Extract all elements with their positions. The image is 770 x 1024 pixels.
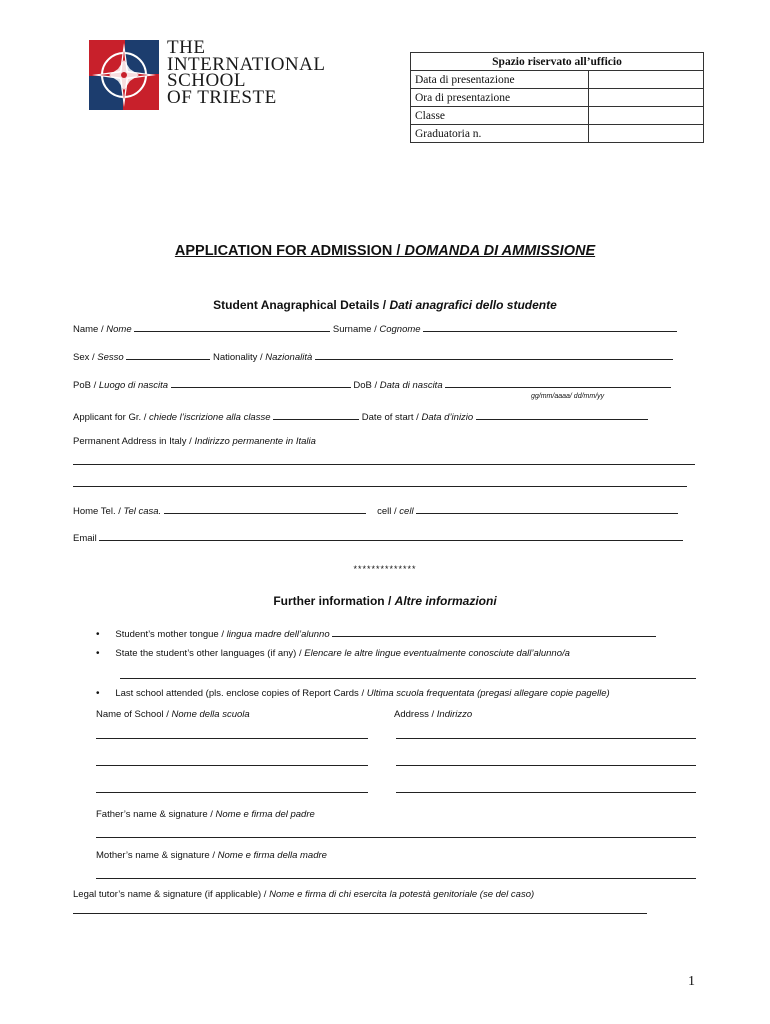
email-label: Email [73, 533, 97, 544]
compass-rose-icon [89, 40, 159, 110]
label-en: Home Tel. / [73, 506, 124, 517]
home-tel-label [73, 506, 161, 517]
mother-tongue-field[interactable] [332, 627, 656, 637]
section-title-english: Further information / [273, 594, 395, 608]
home-tel-field[interactable] [164, 504, 366, 514]
office-table-header: Spazio riservato all’ufficio [411, 53, 704, 71]
nationality-field[interactable] [315, 350, 673, 360]
label-it: Nazionalità [265, 352, 313, 363]
school-name-field[interactable] [96, 738, 368, 739]
nationality-label [213, 352, 312, 363]
label-en: Nationality / [212, 352, 266, 363]
page-number: 1 [688, 974, 695, 989]
address-label [73, 436, 316, 447]
student-section-title [0, 298, 770, 312]
label-it: Indirizzo permanente in Italia [194, 436, 316, 447]
title-italian: DOMANDA DI AMMISSIONE [404, 243, 596, 259]
tutor-signature-field[interactable] [73, 913, 647, 914]
label-it: Nome e firma di chi esercita la potestà genitoriale (se del caso) [269, 889, 535, 900]
father-signature-field[interactable] [96, 837, 696, 838]
label-it: Elencare le altre lingue eventualmente conosciute dall’alunno/a [304, 648, 570, 659]
tutor-label [73, 889, 696, 900]
title-english: APPLICATION FOR ADMISSION / [174, 243, 405, 259]
label-en: Permanent Address in Italy / [73, 436, 195, 447]
label-en: Student’s mother tongue / [115, 629, 227, 640]
dob-label [353, 380, 442, 391]
surname-label [333, 324, 421, 335]
label-en: PoB / [73, 380, 99, 391]
further-section-title [0, 594, 770, 608]
sex-label [73, 352, 124, 363]
email-field[interactable] [99, 531, 683, 541]
school-address-label [394, 709, 472, 720]
label-it: Nome [106, 324, 132, 335]
bullet-icon: • [96, 688, 100, 699]
office-row-label: Data di presentazione [411, 71, 589, 89]
bullet-icon: • [96, 648, 100, 659]
mother-signature-field[interactable] [96, 878, 696, 879]
start-label [362, 412, 473, 423]
label-it: Indirizzo [436, 709, 473, 720]
label-it: Nome della scuola [171, 709, 250, 720]
label-en: State the student’s other languages (if any) / [115, 648, 305, 659]
label-en: Address / [394, 709, 437, 720]
surname-field[interactable] [423, 322, 677, 332]
label-en: Sex / [73, 352, 98, 363]
office-row-field[interactable] [589, 107, 704, 125]
section-title-english: Student Anagraphical Details / [213, 298, 390, 312]
email-row [73, 531, 683, 544]
school-address-field[interactable] [396, 792, 696, 793]
label-it: Sesso [97, 352, 124, 363]
section-title-italian: Altre informazioni [394, 594, 497, 608]
label-it: Nome e firma del padre [215, 809, 315, 820]
label-it: Nome e firma della madre [217, 850, 327, 861]
label-it: Ultima scuola frequentata (pregasi allegare copie pagelle) [366, 688, 610, 699]
dob-format-hint: gg/mm/aaaa/ dd/mm/yy [531, 393, 605, 400]
office-row-field[interactable] [589, 71, 704, 89]
label-en: Name of School / [96, 709, 172, 720]
separator: ************** [353, 564, 417, 574]
label-en: Mother’s name & signature / [96, 850, 218, 861]
logo-line-1: THE [167, 37, 206, 58]
other-languages-field[interactable] [120, 678, 696, 679]
office-row-field[interactable] [589, 125, 704, 143]
pob-label [73, 380, 168, 391]
other-languages-row [96, 648, 570, 659]
label-it: chiede l’iscrizione alla classe [149, 412, 271, 423]
cell-label [377, 506, 413, 517]
pob-field[interactable] [171, 378, 351, 388]
label-it: Data d’inizio [421, 412, 474, 423]
label-en: DoB / [353, 380, 380, 391]
page-title [0, 243, 770, 259]
label-en: Last school attended (pls. enclose copies of Report Cards / [115, 688, 367, 699]
school-address-field[interactable] [396, 738, 696, 739]
phone-row [73, 504, 678, 517]
logo-line-2: INTERNATIONAL [167, 53, 326, 75]
label-it: Cognome [379, 324, 421, 335]
cell-field[interactable] [416, 504, 678, 514]
section-title-italian: Dati anagrafici dello studente [389, 298, 557, 312]
label-en: Legal tutor’s name & signature (if applicable) / [73, 889, 270, 900]
label-it: lingua madre dell’alunno [226, 629, 330, 640]
logo-line-4: OF TRIESTE [167, 86, 277, 108]
address-field-line-2[interactable] [73, 486, 687, 487]
label-en: Father’s name & signature / [96, 809, 216, 820]
address-field-line-1[interactable] [73, 464, 695, 465]
office-row-label: Graduatoria n. [411, 125, 589, 143]
school-logo [89, 40, 159, 110]
office-row-label: Ora di presentazione [411, 89, 589, 107]
dob-field[interactable] [445, 378, 671, 388]
school-name-field[interactable] [96, 765, 368, 766]
office-row-label: Classe [411, 107, 589, 125]
last-school-row [96, 688, 610, 699]
mother-label [96, 850, 327, 861]
sex-nationality-row [73, 350, 673, 363]
name-field[interactable] [134, 322, 330, 332]
label-en: Applicant for Gr. / [73, 412, 150, 423]
school-name-wordmark [167, 37, 326, 108]
grade-label [73, 412, 271, 423]
grade-row [73, 410, 648, 423]
school-address-field[interactable] [396, 765, 696, 766]
office-row-field[interactable] [589, 89, 704, 107]
label-en: Surname / [332, 324, 380, 335]
label-it: Data di nascita [379, 380, 443, 391]
label-en: Name / [73, 324, 107, 335]
office-use-table [410, 52, 704, 143]
school-name-field[interactable] [96, 792, 368, 793]
label-en: Date of start / [361, 412, 422, 423]
father-label [96, 809, 315, 820]
label-it: Tel casa. [123, 506, 162, 517]
start-field[interactable] [476, 410, 648, 420]
name-row [73, 322, 677, 335]
name-label [73, 324, 132, 335]
school-name-label [96, 709, 250, 720]
logo-line-3: SCHOOL [167, 70, 247, 91]
grade-field[interactable] [273, 410, 359, 420]
bullet-icon: • [96, 629, 100, 640]
sex-field[interactable] [126, 350, 210, 360]
mother-tongue-row [96, 627, 656, 640]
birth-row [73, 378, 671, 391]
label-it: Luogo di nascita [98, 380, 169, 391]
label-it: cell [399, 506, 414, 517]
label-en: cell / [377, 506, 400, 517]
